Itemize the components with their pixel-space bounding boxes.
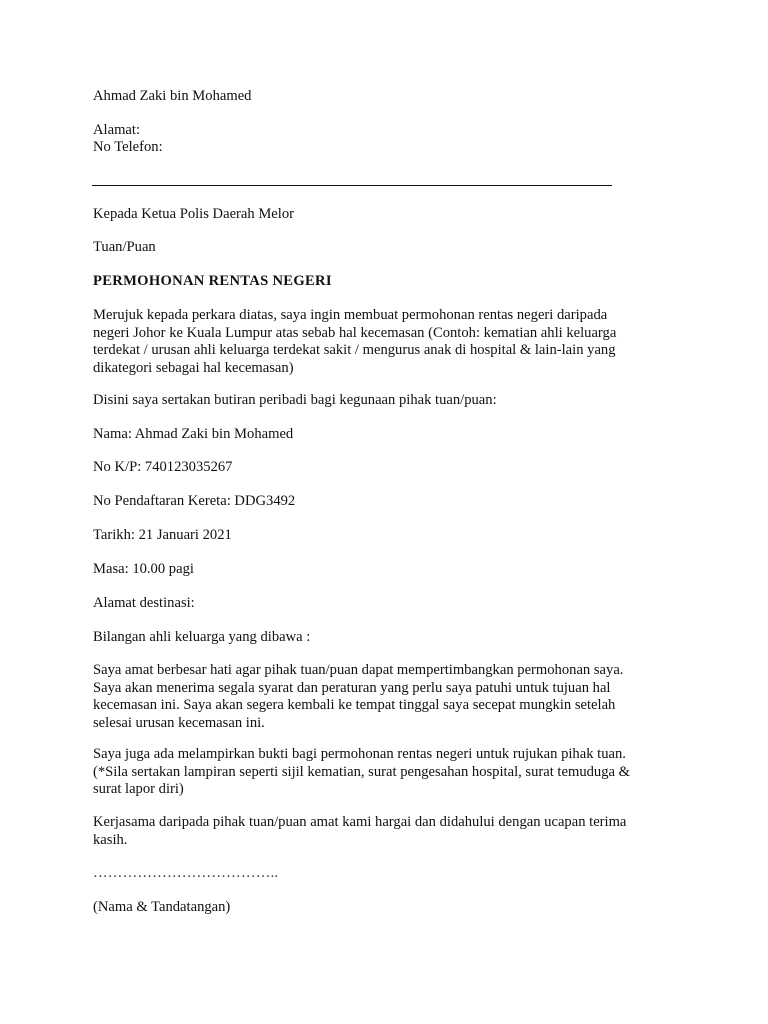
- paragraph-line: Saya akan menerima segala syarat dan peraturan yang perlu saya patuhi untuk tujuan hal: [93, 679, 611, 696]
- paragraph-line: surat lapor diri): [93, 781, 184, 797]
- header-divider: [92, 185, 612, 186]
- paragraph-line: Merujuk kepada perkara diatas, saya ingin membuat permohonan rentas negeri daripada: [93, 307, 608, 323]
- salutation: Tuan/Puan: [93, 239, 156, 255]
- paragraph-line: terdekat / urusan ahli keluarga terdekat sakit / mengurus anak di hospital & lain-lain yang: [93, 342, 616, 358]
- letter-subject: PERMOHONAN RENTAS NEGERI: [93, 273, 332, 289]
- paragraph-line: kasih.: [93, 831, 128, 848]
- paragraph-line: Kerjasama daripada pihak tuan/puan amat kami hargai dan didahului dengan ucapan terima: [93, 814, 627, 830]
- detail-time: Masa: 10.00 pagi: [93, 561, 194, 577]
- sender-address-label: Alamat:: [93, 122, 141, 138]
- paragraph-line: dikategori sebagai hal kecemasan): [93, 359, 294, 376]
- consideration-paragraph: [93, 662, 673, 732]
- sender-name: Ahmad Zaki bin Mohamed: [93, 88, 252, 104]
- recipient-line: Kepada Ketua Polis Daerah Melor: [93, 206, 294, 222]
- paragraph-line: kecemasan ini. Saya akan segera kembali ke tempat tinggal saya secepat mungkin setelah: [93, 697, 616, 713]
- signature-dots: ………………………………..: [93, 865, 279, 881]
- attachment-paragraph: [93, 746, 673, 799]
- detail-family-count: Bilangan ahli keluarga yang dibawa :: [93, 629, 311, 645]
- detail-car-registration: No Pendaftaran Kereta: DDG3492: [93, 493, 296, 509]
- paragraph-line: selesai urusan kecemasan ini.: [93, 714, 265, 731]
- sender-phone-label: No Telefon:: [93, 139, 163, 155]
- signature-label: (Nama & Tandatangan): [93, 899, 231, 915]
- paragraph-line: (*Sila sertakan lampiran seperti sijil kematian, surat pengesahan hospital, surat temuduga &: [93, 763, 630, 780]
- detail-destination: Alamat destinasi:: [93, 595, 195, 611]
- paragraph-line: Saya amat berbesar hati agar pihak tuan/puan dapat mempertimbangkan permohonan saya.: [93, 662, 624, 678]
- paragraph-line: Saya juga ada melampirkan bukti bagi permohonan rentas negeri untuk rujukan pihak tuan.: [93, 746, 626, 762]
- closing-paragraph: [93, 814, 673, 849]
- detail-ic-number: No K/P: 740123035267: [93, 459, 233, 475]
- intro-paragraph: [93, 307, 673, 377]
- details-intro: Disini saya sertakan butiran peribadi bagi kegunaan pihak tuan/puan:: [93, 392, 497, 408]
- detail-name: Nama: Ahmad Zaki bin Mohamed: [93, 426, 294, 442]
- paragraph-line: negeri Johor ke Kuala Lumpur atas sebab hal kecemasan (Contoh: kematian ahli keluarga: [93, 324, 617, 341]
- detail-date: Tarikh: 21 Januari 2021: [93, 527, 232, 543]
